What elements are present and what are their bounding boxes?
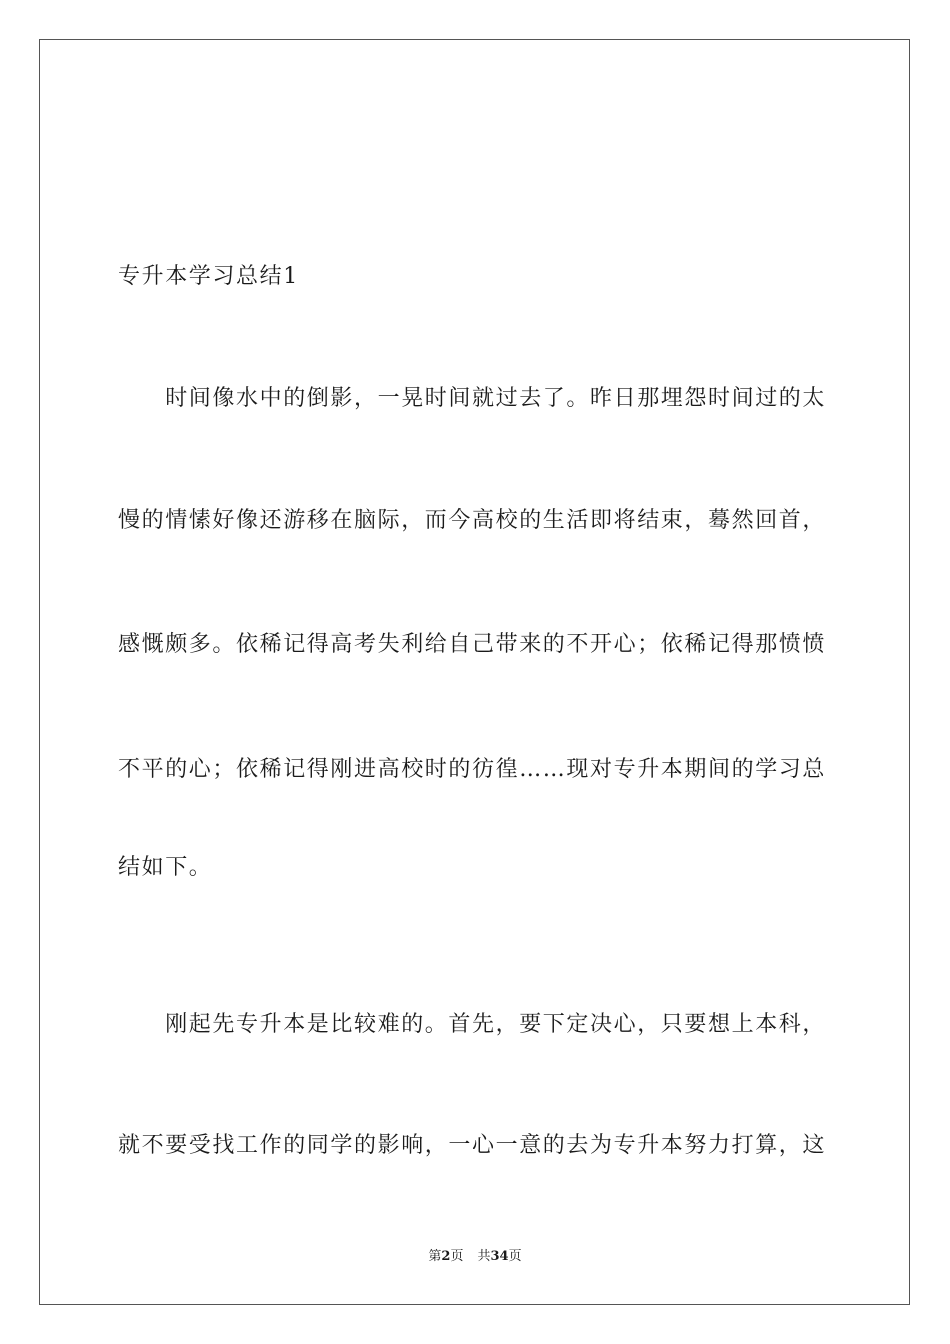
paragraph-line: 感慨颇多。依稀记得高考失利给自己带来的不开心；依稀记得那愤愤: [118, 632, 827, 657]
paragraph-line: 结如下。: [118, 855, 213, 880]
page-footer: [0, 1248, 950, 1266]
page-border: [39, 39, 910, 1305]
footer-total-prefix: 共: [477, 1249, 491, 1264]
paragraph-line: 不平的心；依稀记得刚进高校时的彷徨……现对专升本期间的学习总: [118, 757, 827, 782]
paragraph-line: 就不要受找工作的同学的影响，一心一意的去为专升本努力打算，这: [118, 1133, 827, 1158]
footer-page-prefix: 第: [428, 1249, 442, 1264]
paragraph-line: 刚起先专升本是比较难的。首先，要下定决心，只要想上本科，: [118, 1012, 827, 1037]
footer-total-suffix: 页: [508, 1249, 522, 1264]
footer-page-suffix: 页: [450, 1249, 464, 1264]
paragraph-line: 慢的情愫好像还游移在脑际，而今高校的生活即将结束，蓦然回首，: [118, 508, 827, 533]
footer-total-pages: 34: [490, 1249, 509, 1264]
paragraph-line: 时间像水中的倒影，一晃时间就过去了。昨日那埋怨时间过的太: [118, 386, 827, 411]
document-heading: 专升本学习总结1: [118, 264, 299, 289]
footer-page-number: 2: [441, 1249, 451, 1264]
